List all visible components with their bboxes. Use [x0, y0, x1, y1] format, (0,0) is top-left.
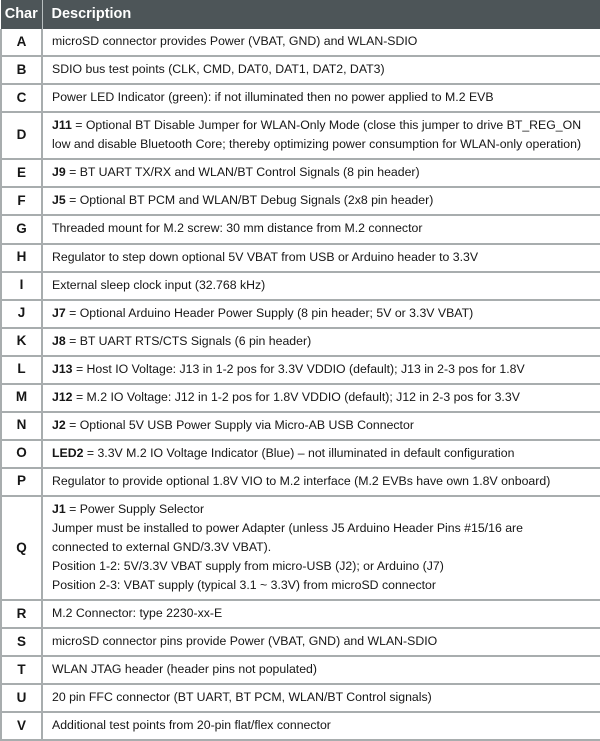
- reference-designator: LED2: [52, 445, 84, 460]
- table-row: [1, 712, 600, 740]
- cell-description: [42, 628, 600, 656]
- cell-char: T: [1, 656, 42, 684]
- cell-char: G: [1, 215, 42, 243]
- cell-char: Q: [1, 496, 42, 600]
- reference-designator: J12: [52, 389, 73, 404]
- description-text: = Optional BT Disable Jumper for WLAN-Only Mode (close this jumper to drive BT_REG_ON: [71, 118, 582, 133]
- cell-description: [42, 215, 600, 243]
- table-row: [1, 656, 600, 684]
- description-line: Position 2-3: VBAT supply (typical 3.1 ~ 3.3V) from microSD connector: [52, 578, 436, 593]
- description-text: = M.2 IO Voltage: J12 in 1-2 pos for 1.8V VDDIO (default); J12 in 2-3 pos for 3.3V: [72, 389, 520, 404]
- description-line: [52, 416, 594, 435]
- cell-description: [42, 468, 600, 496]
- description-line: Regulator to step down optional 5V VBAT from USB or Arduino header to 3.3V: [52, 249, 479, 264]
- table-row: [1, 356, 600, 384]
- description-text: = 3.3V M.2 IO Voltage Indicator (Blue) – not illuminated in default configuration: [83, 445, 515, 460]
- cell-description: [42, 244, 600, 272]
- description-line: [52, 163, 594, 182]
- cell-description: [42, 112, 600, 159]
- cell-description: [42, 84, 600, 112]
- cell-description: [42, 440, 600, 468]
- description-line: [52, 304, 594, 323]
- cell-description: [42, 684, 600, 712]
- cell-char: V: [1, 712, 42, 740]
- description-line: [52, 332, 594, 351]
- description-line: Additional test points from 20-pin flat/flex connector: [52, 718, 331, 733]
- table-row: [1, 600, 600, 628]
- cell-char: R: [1, 600, 42, 628]
- cell-char: H: [1, 244, 42, 272]
- cell-char: E: [1, 159, 42, 187]
- description-line: [52, 444, 594, 463]
- table-row: [1, 29, 600, 56]
- description-line: [52, 388, 594, 407]
- cell-description: [42, 712, 600, 740]
- table-body: [1, 29, 600, 740]
- description-text: = Power Supply Selector: [65, 501, 205, 516]
- reference-designator: J9: [52, 165, 66, 180]
- description-line: [52, 116, 594, 135]
- column-header-description: Description: [42, 0, 600, 29]
- table-header: [1, 0, 600, 29]
- cell-char: I: [1, 272, 42, 300]
- table-row: [1, 56, 600, 84]
- table-row: [1, 272, 600, 300]
- cell-char: A: [1, 29, 42, 56]
- description-line: M.2 Connector: type 2230-xx-E: [52, 606, 223, 621]
- description-line: [52, 500, 594, 519]
- cell-description: [42, 29, 600, 56]
- reference-designator: J13: [52, 361, 73, 376]
- description-line: WLAN JTAG header (header pins not populated): [52, 662, 317, 677]
- table-row: [1, 412, 600, 440]
- cell-description: [42, 496, 600, 600]
- reference-designator: J11: [52, 118, 72, 133]
- cell-char: D: [1, 112, 42, 159]
- cell-char: F: [1, 187, 42, 215]
- table-row: [1, 684, 600, 712]
- cell-description: [42, 300, 600, 328]
- cell-char: N: [1, 412, 42, 440]
- cell-description: [42, 656, 600, 684]
- description-line: External sleep clock input (32.768 kHz): [52, 277, 266, 292]
- reference-designator: J1: [52, 501, 66, 516]
- cell-char: U: [1, 684, 42, 712]
- cell-char: O: [1, 440, 42, 468]
- description-line: Threaded mount for M.2 screw: 30 mm distance from M.2 connector: [52, 221, 423, 236]
- cell-char: S: [1, 628, 42, 656]
- cell-description: [42, 272, 600, 300]
- reference-designator: J8: [52, 333, 66, 348]
- cell-description: [42, 600, 600, 628]
- cell-char: C: [1, 84, 42, 112]
- description-line: Regulator to provide optional 1.8V VIO to M.2 interface (M.2 EVBs have own 1.8V onboard): [52, 473, 551, 488]
- table-header-row: [1, 0, 600, 29]
- table-row: [1, 468, 600, 496]
- description-line: [52, 360, 594, 379]
- cell-char: L: [1, 356, 42, 384]
- cell-description: [42, 412, 600, 440]
- description-text: = BT UART TX/RX and WLAN/BT Control Signals (8 pin header): [65, 165, 420, 180]
- cell-char: M: [1, 384, 42, 412]
- cell-description: [42, 384, 600, 412]
- description-line: Jumper must be installed to power Adapter (unless J5 Arduino Header Pins #15/16 are: [52, 520, 523, 535]
- column-header-char: Char: [1, 0, 42, 29]
- description-text: = Optional 5V USB Power Supply via Micro-AB USB Connector: [65, 417, 414, 432]
- table-row: [1, 84, 600, 112]
- description-line: 20 pin FFC connector (BT UART, BT PCM, WLAN/BT Control signals): [52, 690, 432, 705]
- cell-char: J: [1, 300, 42, 328]
- cell-description: [42, 159, 600, 187]
- description-text: = Host IO Voltage: J13 in 1-2 pos for 3.3V VDDIO (default); J13 in 2-3 pos for 1.8V: [72, 361, 525, 376]
- reference-designator: J5: [52, 193, 66, 208]
- description-text: = Optional Arduino Header Power Supply (8 pin header; 5V or 3.3V VBAT): [65, 305, 474, 320]
- reference-designator: J7: [52, 305, 66, 320]
- table-row: [1, 384, 600, 412]
- reference-designator: J2: [52, 417, 66, 432]
- table-row: [1, 300, 600, 328]
- table-row: [1, 112, 600, 159]
- cell-char: K: [1, 328, 42, 356]
- table-row: [1, 496, 600, 600]
- table-row: [1, 159, 600, 187]
- table-row: [1, 187, 600, 215]
- description-line: connected to external GND/3.3V VBAT).: [52, 540, 272, 555]
- table-row: [1, 244, 600, 272]
- description-text: = BT UART RTS/CTS Signals (6 pin header): [65, 333, 312, 348]
- table-row: [1, 440, 600, 468]
- description-text: = Optional BT PCM and WLAN/BT Debug Signals (2x8 pin header): [65, 193, 434, 208]
- description-line: low and disable Bluetooth Core; thereby optimizing power consumption for WLAN-only operation): [52, 137, 582, 152]
- cell-char: B: [1, 56, 42, 84]
- description-line: Power LED Indicator (green): if not illuminated then no power applied to M.2 EVB: [52, 90, 494, 105]
- cell-description: [42, 56, 600, 84]
- cell-description: [42, 328, 600, 356]
- description-line: microSD connector provides Power (VBAT, GND) and WLAN-SDIO: [52, 34, 418, 49]
- table-row: [1, 215, 600, 243]
- table-row: [1, 328, 600, 356]
- cell-char: P: [1, 468, 42, 496]
- description-line: Position 1-2: 5V/3.3V VBAT supply from micro-USB (J2); or Arduino (J7): [52, 559, 444, 574]
- table-row: [1, 628, 600, 656]
- cell-description: [42, 356, 600, 384]
- description-line: microSD connector pins provide Power (VBAT, GND) and WLAN-SDIO: [52, 634, 438, 649]
- description-line: SDIO bus test points (CLK, CMD, DAT0, DAT1, DAT2, DAT3): [52, 62, 385, 77]
- description-line: [52, 191, 594, 210]
- cell-description: [42, 187, 600, 215]
